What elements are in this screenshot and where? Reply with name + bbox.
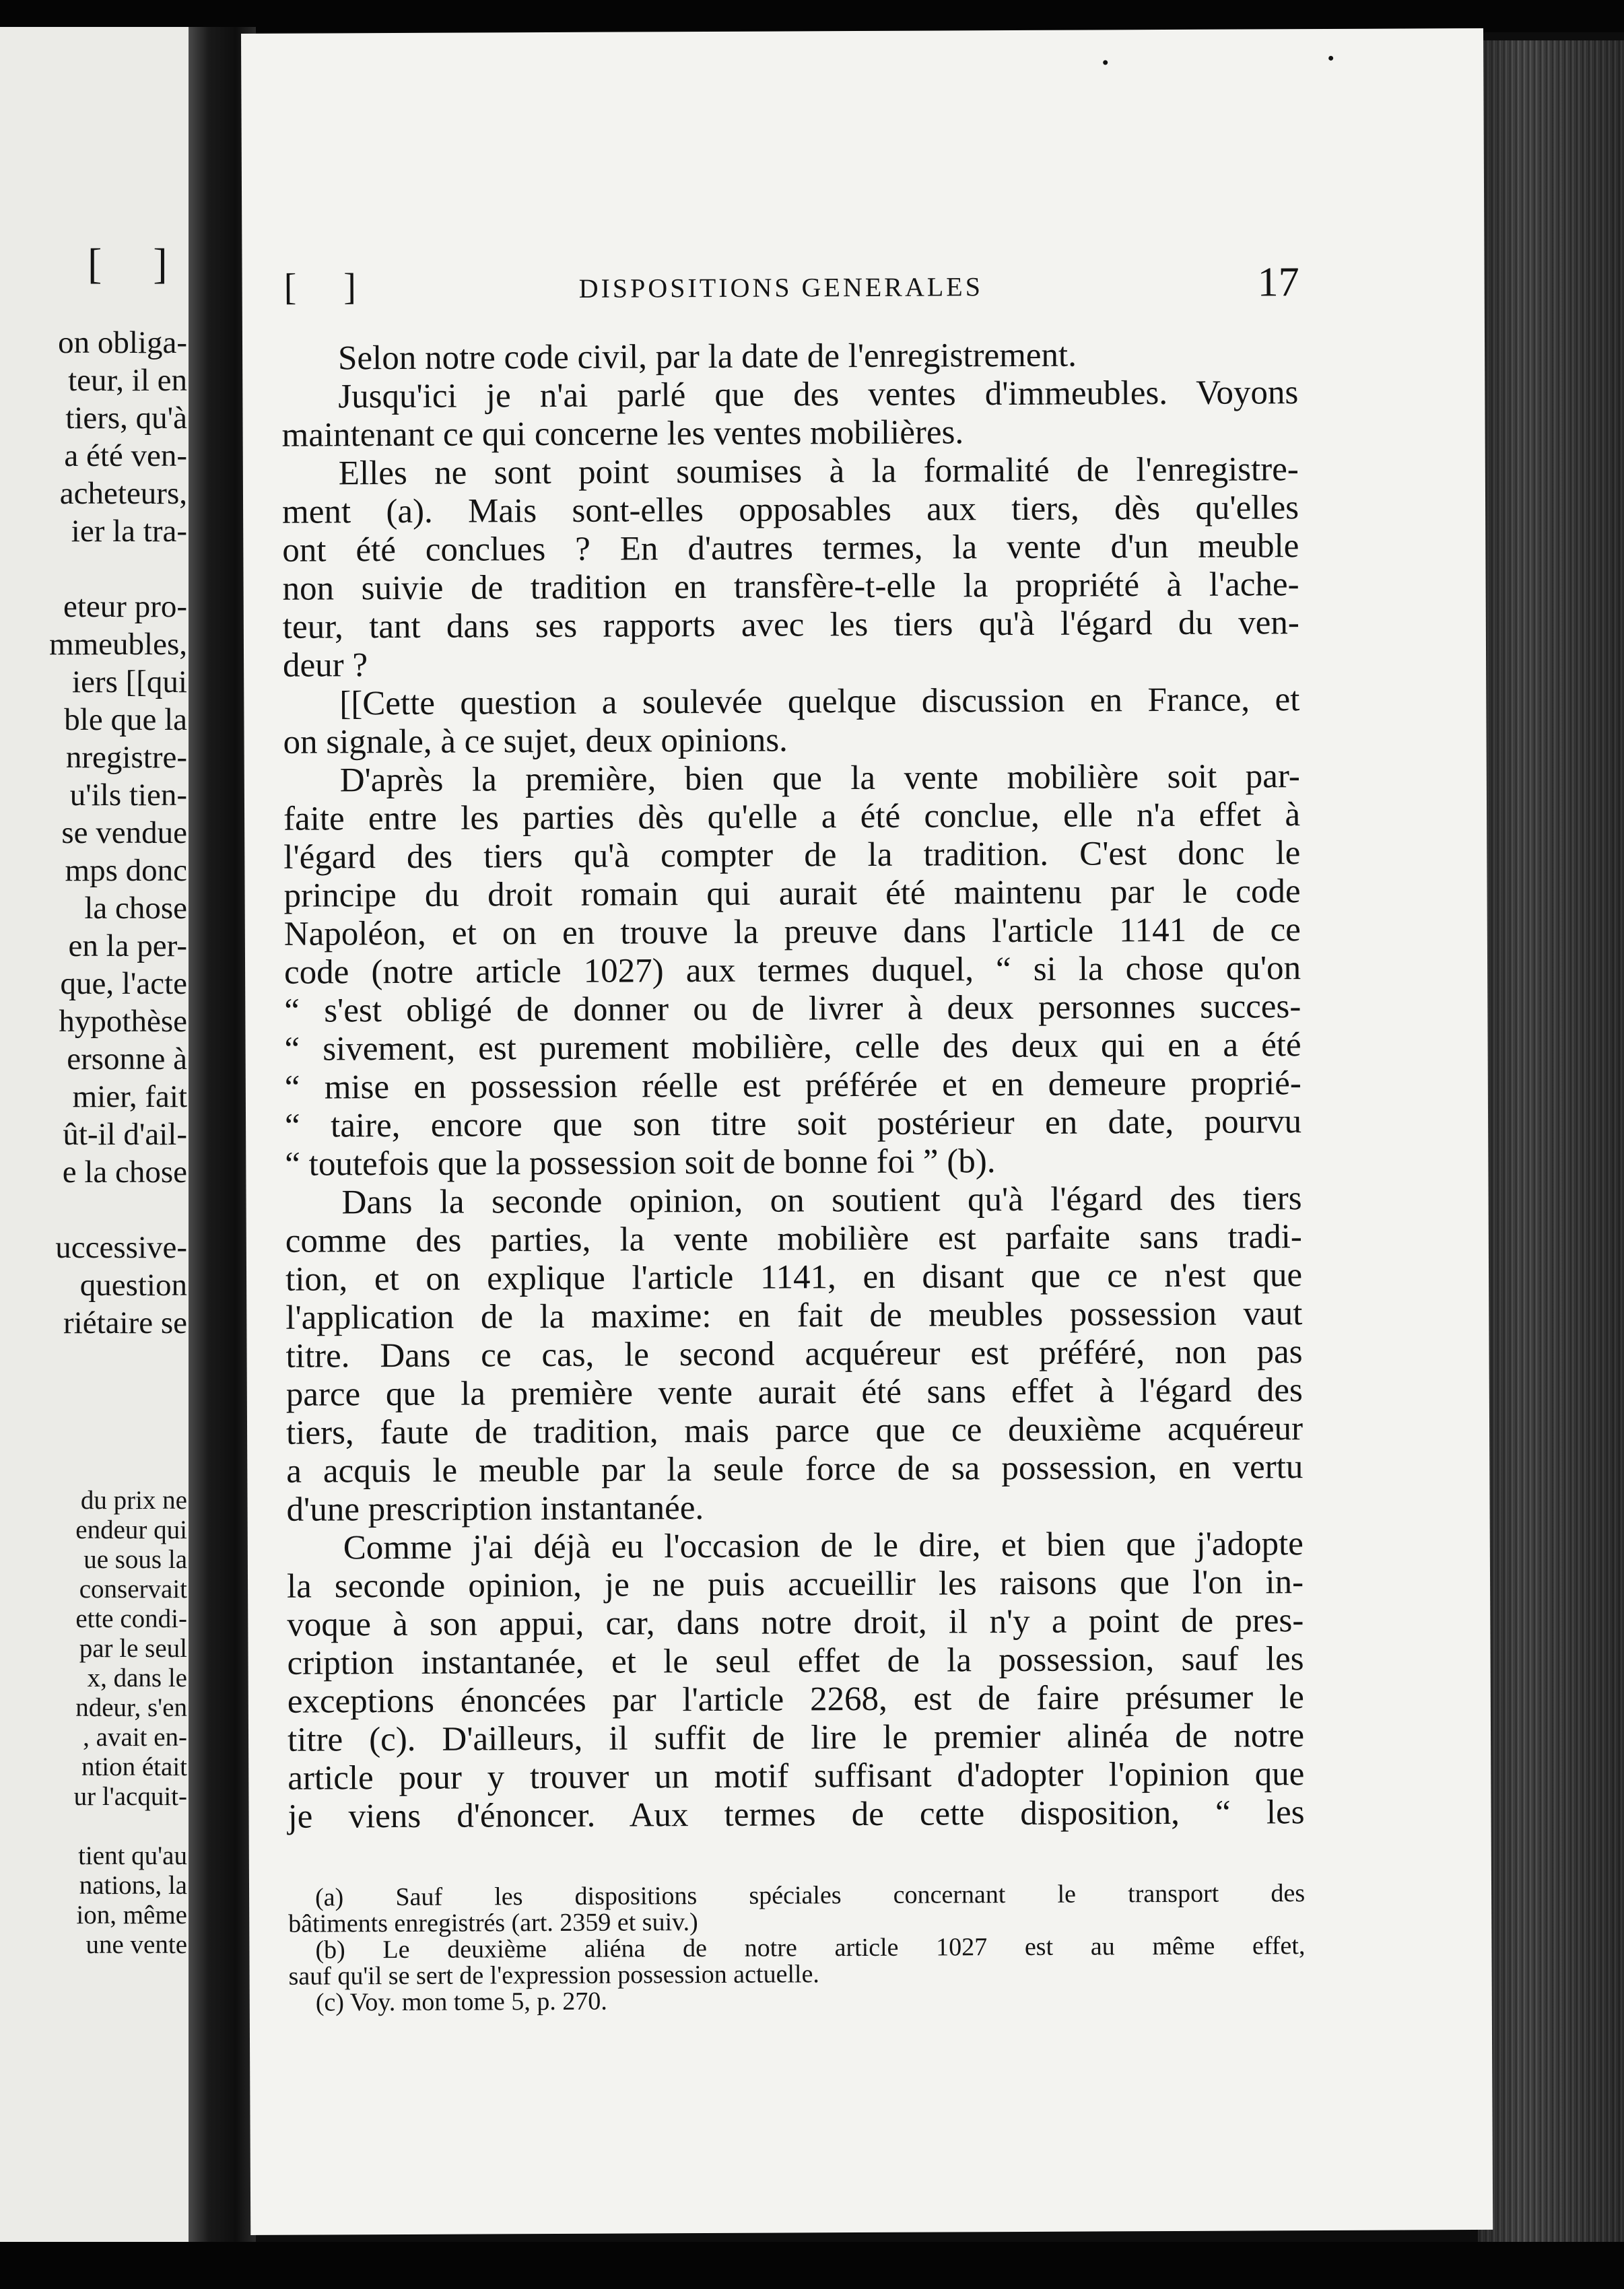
body-line: deur ?: [282, 646, 368, 685]
body-line: comme des parties, la vente mobilière est parfaite sans tradi-: [285, 1218, 1302, 1260]
footnote-line: (c) Voy. mon tome 5, p. 270.: [315, 1987, 607, 2017]
body-line: principe du droit romain qui aurait été maintenu par le code: [283, 873, 1301, 915]
body-line: article pour y trouver un motif suffisant d'adopter l'opinion que: [287, 1755, 1305, 1798]
main-page: [241, 28, 1493, 2235]
body-line: Selon notre code civil, par la date de l'enregistrement.: [337, 336, 1077, 378]
facing-page-footnote-line: , avait en-: [83, 1723, 187, 1752]
facing-page-line: a été ven-: [64, 438, 187, 473]
body-line: Elles ne sont point soumises à la formalité de l'enregistre-: [338, 450, 1299, 493]
facing-page-line: question: [79, 1268, 187, 1303]
page-number: 17: [1257, 259, 1299, 306]
facing-page-footnote-line: ette condi-: [75, 1604, 187, 1633]
body-line: “ mise en possession réelle est préférée et en demeure proprié-: [284, 1064, 1301, 1107]
body-line: d'une prescription instantanée.: [286, 1489, 704, 1529]
page-edges-shade: [1478, 40, 1624, 2242]
facing-page-line: ersonne à: [67, 1041, 187, 1077]
body-text: [281, 335, 1305, 1837]
body-line: “ sivement, est purement mobilière, celle des deux qui en a été: [284, 1026, 1301, 1068]
body-line: [[Cette question a soulevée quelque discussion en France, et: [339, 681, 1300, 723]
facing-page-footnote-line: ndeur, s'en: [75, 1693, 187, 1722]
facing-page-line: acheteurs,: [59, 476, 187, 511]
body-line: D'après la première, bien que la vente mobilière soit par-: [339, 757, 1300, 800]
facing-page-footnote-line: une vente: [86, 1930, 187, 1959]
facing-page-line: la chose: [84, 891, 187, 926]
facing-page-line: e la chose: [62, 1155, 187, 1190]
running-head: [242, 261, 1485, 320]
body-line: ment (a). Mais sont-elles opposables aux tiers, dès qu'elles: [281, 489, 1299, 531]
body-line: voque à son appui, car, dans notre droit, il n'y a point de pres-: [287, 1602, 1304, 1644]
footnote-line: (a) Sauf les dispositions spéciales concernant le transport des: [314, 1879, 1306, 1912]
facing-page-footnote-line: ion, même: [76, 1901, 187, 1929]
facing-page-line: en la per-: [68, 928, 187, 963]
running-head-title: DISPOSITIONS GENERALES: [578, 271, 983, 304]
body-line: titre. Dans ce cas, le second acquéreur est préféré, non pas: [285, 1333, 1303, 1375]
facing-page-line: riétaire se: [63, 1305, 187, 1340]
footnote-line: sauf qu'il se sert de l'expression possession actuelle.: [288, 1960, 819, 1991]
body-line: cription instantanée, et le seul effet de la possession, sauf les: [287, 1640, 1304, 1682]
body-line: “ s'est obligé de donner ou de livrer à deux personnes succes-: [284, 988, 1301, 1030]
body-line: titre (c). D'ailleurs, il suffit de lire le premier alinéa de notre: [287, 1717, 1305, 1759]
body-line: a acquis le meuble par la seule force de sa possession, en vertu: [286, 1448, 1304, 1491]
facing-page-footnote-line: ue sous la: [83, 1545, 187, 1574]
print-speck: [1103, 60, 1108, 65]
facing-page-line: tiers, qu'à: [65, 401, 187, 436]
body-line: faite entre les parties dès qu'elle a été conclue, elle n'a effet à: [283, 796, 1301, 838]
facing-page-footnote-line: tient qu'au: [78, 1841, 187, 1870]
facing-page-line: mmeubles,: [49, 627, 187, 662]
footnote-line: (b) Le deuxième aliéna de notre article 1027 est au même effet,: [315, 1932, 1306, 1965]
facing-page-line: mier, fait: [72, 1079, 187, 1114]
body-line: tiers, faute de tradition, mais parce que ce deuxième acquéreur: [285, 1410, 1304, 1452]
body-line: tion, et on explique l'article 1141, en disant que ce n'est que: [285, 1256, 1303, 1299]
facing-page-line: teur, il en: [68, 363, 187, 398]
body-line: exceptions énoncées par l'article 2268, est de faire présumer le: [287, 1678, 1304, 1721]
body-line: je viens d'énoncer. Aux termes de cette disposition, “ les: [287, 1793, 1305, 1836]
print-speck: [1328, 56, 1333, 61]
footnotes: [288, 1880, 1306, 2016]
facing-page-line: eteur pro-: [63, 589, 187, 624]
facing-page-footnote-line: ur l'acquit-: [73, 1782, 187, 1811]
body-line: teur, tant dans ses rapports avec les tiers qu'à l'égard du ven-: [282, 604, 1299, 646]
body-line: Jusqu'ici je n'ai parlé que des ventes d'immeubles. Voyons: [338, 374, 1299, 416]
facing-page-line: ier la tra-: [71, 514, 187, 549]
body-line: parce que la première vente aurait été sans effet à l'égard des: [285, 1371, 1303, 1414]
facing-page-line: iers [[qui: [72, 664, 187, 699]
body-line: l'égard des tiers qu'à compter de la tradition. C'est donc le: [283, 834, 1301, 877]
running-head-brackets: [ ]: [283, 266, 376, 308]
body-line: ont été conclues ? En d'autres termes, la vente d'un meuble: [282, 527, 1299, 570]
facing-page-line: uccessive-: [55, 1230, 187, 1265]
body-line: maintenant ce qui concerne les ventes mobilières.: [281, 413, 964, 454]
body-line: la seconde opinion, je ne puis accueillir les raisons que l'on in-: [286, 1563, 1304, 1606]
facing-page-line: se vendue: [61, 815, 187, 850]
facing-page-line: mps donc: [65, 853, 187, 888]
facing-page-line: ût-il d'ail-: [63, 1117, 187, 1152]
facing-page-line: nregistre-: [65, 740, 187, 775]
body-line: Dans la seconde opinion, on soutient qu'à l'égard des tiers: [341, 1180, 1302, 1222]
footnote-line: bâtiments enregistrés (art. 2359 et suiv.): [288, 1908, 698, 1938]
facing-page-line: on obliga-: [58, 325, 187, 360]
facing-page-footnote-line: conservait: [79, 1575, 187, 1604]
facing-page-line: hypothèse: [59, 1004, 187, 1039]
scan-border-bottom: [0, 2242, 1624, 2289]
body-line: “ toutefois que la possession soit de bonne foi ” (b).: [285, 1142, 996, 1184]
body-line: “ taire, encore que son titre soit postérieur en date, pourvu: [284, 1103, 1302, 1145]
facing-page-footnote-line: par le seul: [79, 1634, 187, 1663]
body-line: non suivie de tradition en transfère-t-elle la propriété à l'ache-: [282, 566, 1299, 608]
facing-page-line: u'ils tien-: [69, 778, 187, 813]
facing-page-footnote-line: x, dans le: [87, 1664, 187, 1693]
facing-page-footnote-line: nations, la: [79, 1871, 187, 1900]
body-line: l'application de la maxime: en fait de meubles possession vaut: [285, 1295, 1303, 1337]
body-line: on signale, à ce sujet, deux opinions.: [283, 721, 788, 761]
body-line: Napoléon, et on en trouve la preuve dans l'article 1141 de ce: [283, 911, 1301, 953]
body-line: Comme j'ai déjà eu l'occasion de le dire, et bien que j'adopte: [343, 1525, 1304, 1567]
facing-page-line: que, l'acte: [60, 966, 187, 1001]
facing-page: [0, 27, 190, 2242]
facing-page-line: ble que la: [64, 702, 187, 737]
body-line: code (notre article 1027) aux termes duquel, “ si la chose qu'on: [283, 949, 1301, 992]
facing-page-footnote-line: ntion était: [81, 1752, 187, 1781]
facing-page-footnote-line: du prix ne: [80, 1486, 187, 1515]
facing-page-header: [ ]: [88, 240, 188, 287]
facing-page-footnote-line: endeur qui: [75, 1515, 187, 1544]
